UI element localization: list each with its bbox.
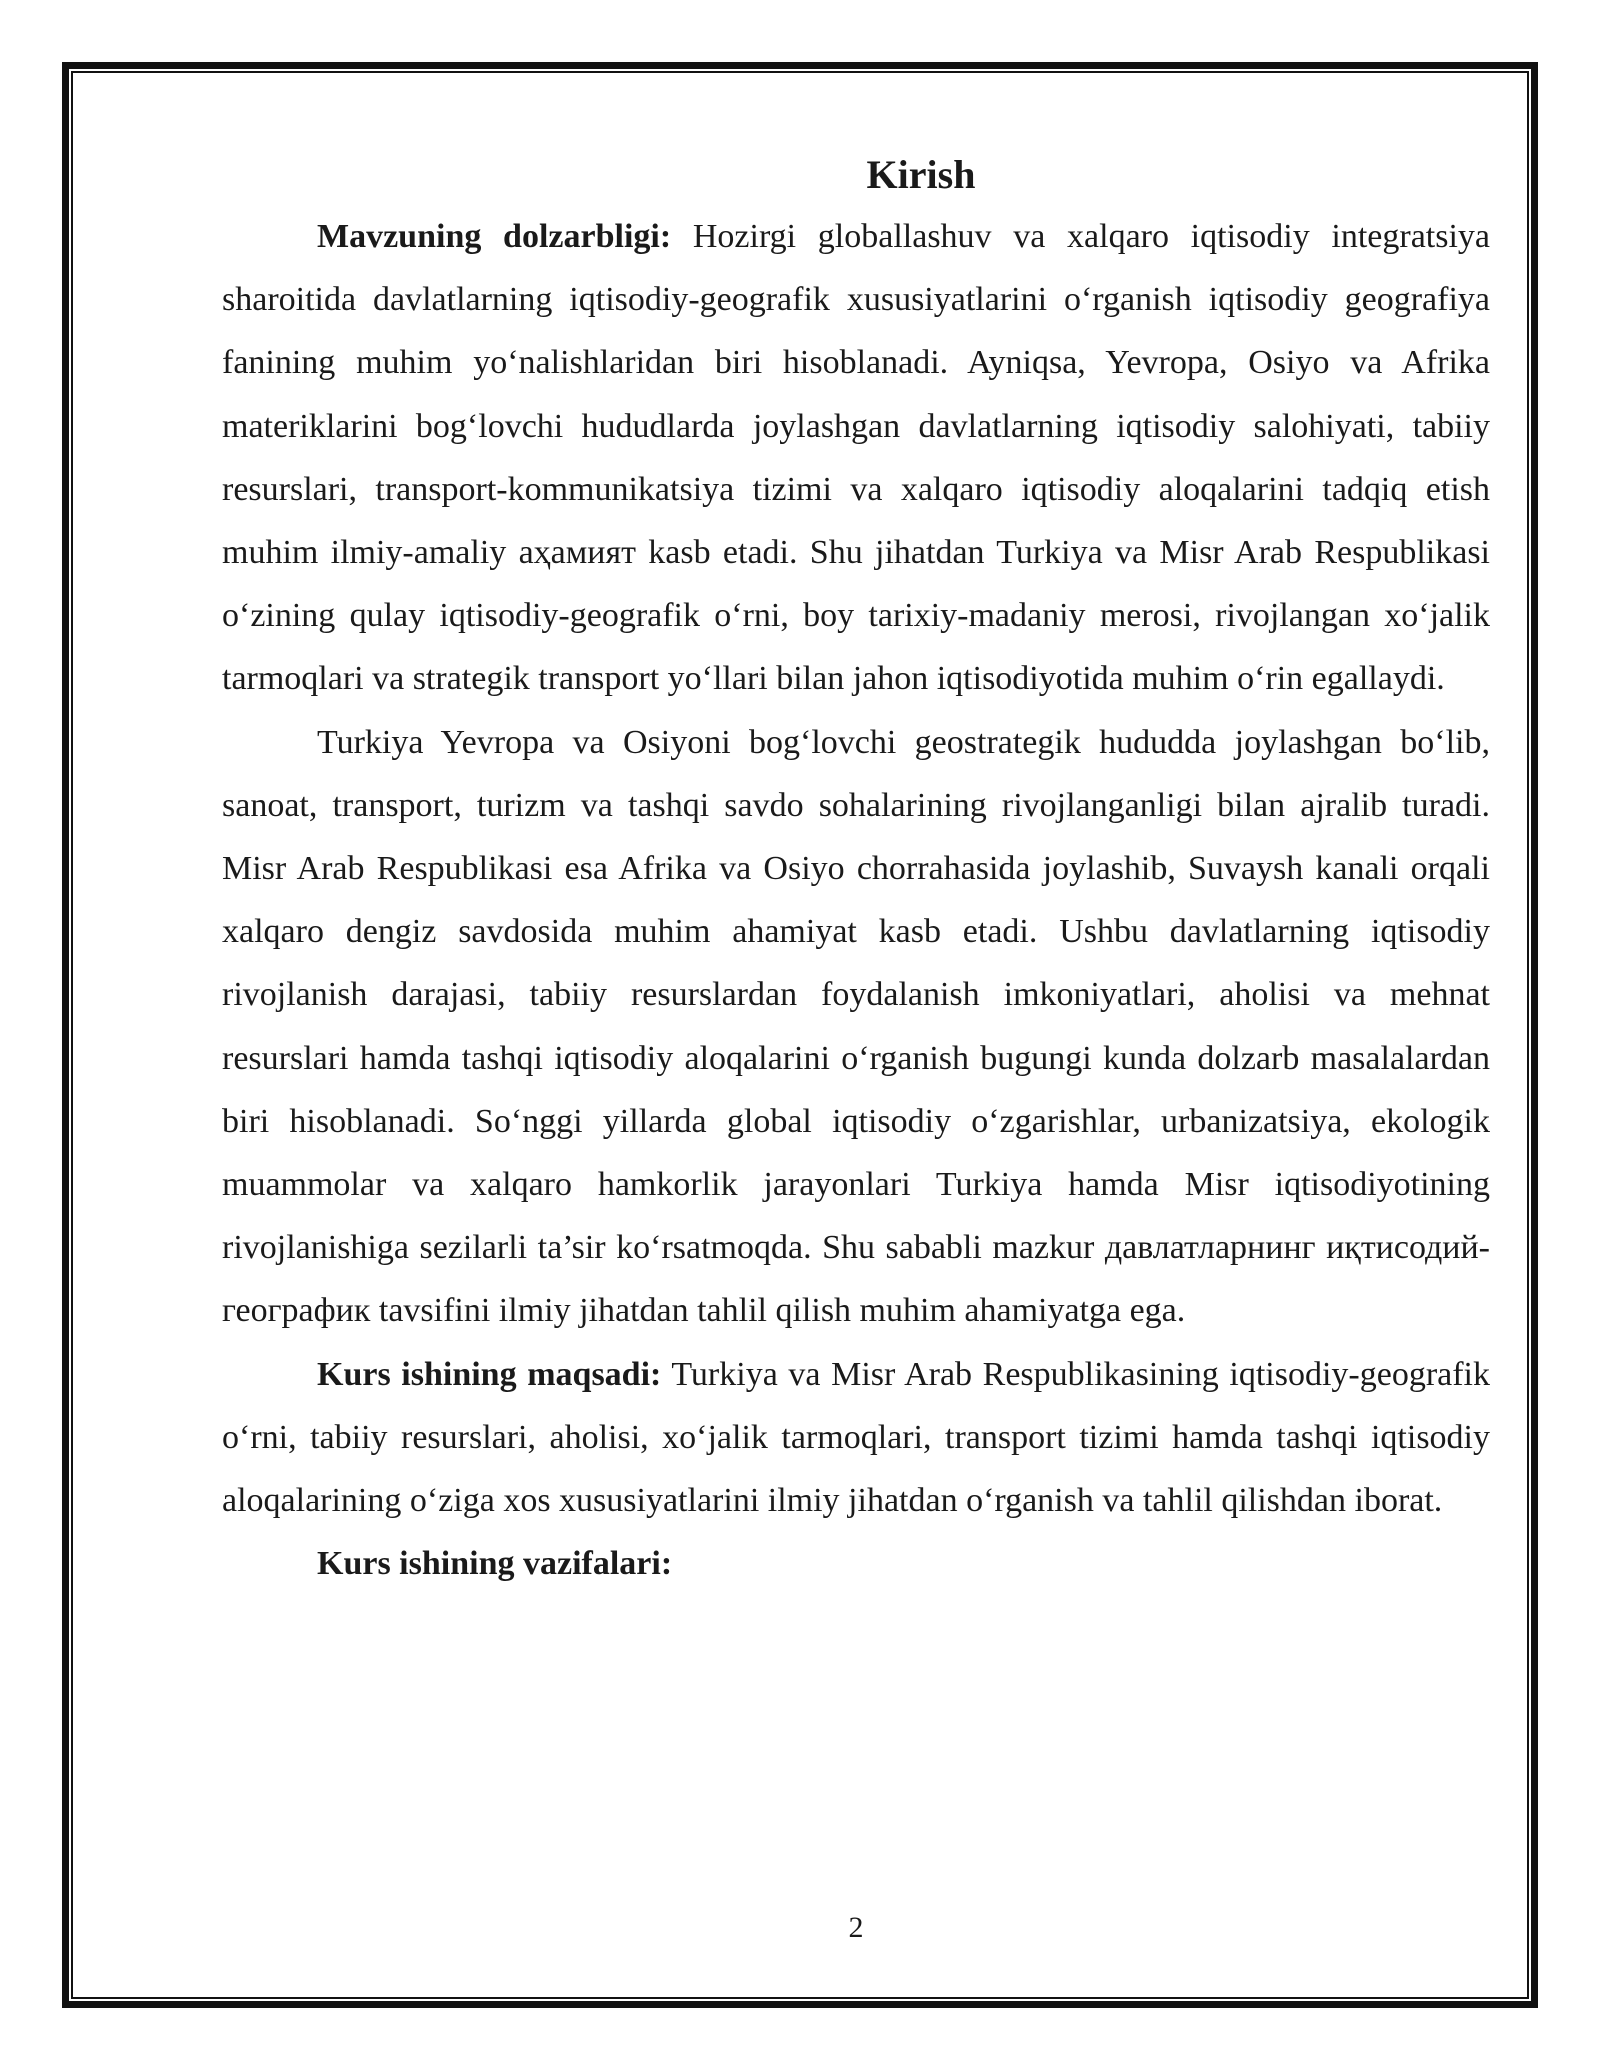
paragraph-text: Hozirgi globallashuv va xalqaro iqtisodiy integratsiya sharoitida davlatlarning iqtisodiy-geografik xususiyatlarini o‘rganish iqtisodiy geografiya fanining muhim yo‘nalishlaridan biri hisoblanadi. Ayniqsa, Yevropa, Osiyo va Afrika materiklarini bog‘lovchi hududlarda joylashgan davlatlarning iqtisodiy salohiyati, tabiiy resurslari, transport-kommunikatsiya tizimi va xalqaro iqtisodiy aloqalarini tadqiq etish muhim ilmiy-amaliy аҳамият kasb etadi. Shu jihatdan Turkiya va Misr Arab Respublikasi o‘zining qulay iqtisodiy-geografik o‘rni, boy tarixiy-madaniy merosi, rivojlangan xo‘jalik tarmoqlari va strategik transport yo‘llari bilan jahon iqtisodiyotida muhim o‘rin egallaydi. (222, 218, 1491, 698)
paragraph-relevance (222, 205, 1490, 711)
paragraph-text: Turkiya Yevropa va Osiyoni bog‘lovchi geostrategik hududda joylashgan bo‘lib, sanoat, transport, turizm va tashqi savdo sohalarining rivojlanganligi bilan ajralib turadi. Misr Arab Respublikasi esa Afrika va Osiyo chorrahasida joylashib, Suvaysh kanali orqali xalqaro dengiz savdosida muhim ahamiyat kasb etadi. Ushbu davlatlarning iqtisodiy rivojlanish darajasi, tabiiy resurslardan foydalanish imkoniyatlari, aholisi va mehnat resurslari hamda tashqi iqtisodiy aloqalarini o‘rganish bugungi kunda dolzarb masalalardan biri hisoblanadi. So‘nggi yillarda global iqtisodiy o‘zgarishlar, urbanizatsiya, ekologik muammolar va xalqaro hamkorlik jarayonlari Turkiya hamda Misr iqtisodiyotining rivojlanishiga sezilarli ta’sir ko‘rsatmoqda. Shu sababli mazkur давлатларнинг иқтисодий-географик tavsifini ilmiy jihatdan tahlil qilish muhim ahamiyatga ega. (222, 723, 1490, 1330)
paragraph-lead: Kurs ishining vazifalari: (317, 1545, 673, 1583)
paragraph-lead: Kurs ishining maqsadi: (317, 1355, 662, 1393)
paragraph-lead: Mavzuning dolzarbligi: (317, 218, 672, 255)
paragraph-tasks (222, 1532, 1490, 1595)
paragraph-aim (222, 1343, 1490, 1533)
page-number: 2 (848, 1911, 864, 1944)
paragraph-text: Turkiya va Misr Arab Respublikasining iqtisodiy-geografik o‘rni, tabiiy resurslari, aholisi, xo‘jalik tarmoqlari, transport tizimi hamda tashqi iqtisodiy aloqalarining o‘ziga xos xususiyatlarini ilmiy jihatdan o‘rganish va tahlil qilishdan iborat. (222, 1355, 1491, 1520)
paragraph-turkey-egypt (222, 711, 1490, 1343)
section-title: Kirish (866, 152, 976, 197)
document-body (222, 145, 1490, 1595)
